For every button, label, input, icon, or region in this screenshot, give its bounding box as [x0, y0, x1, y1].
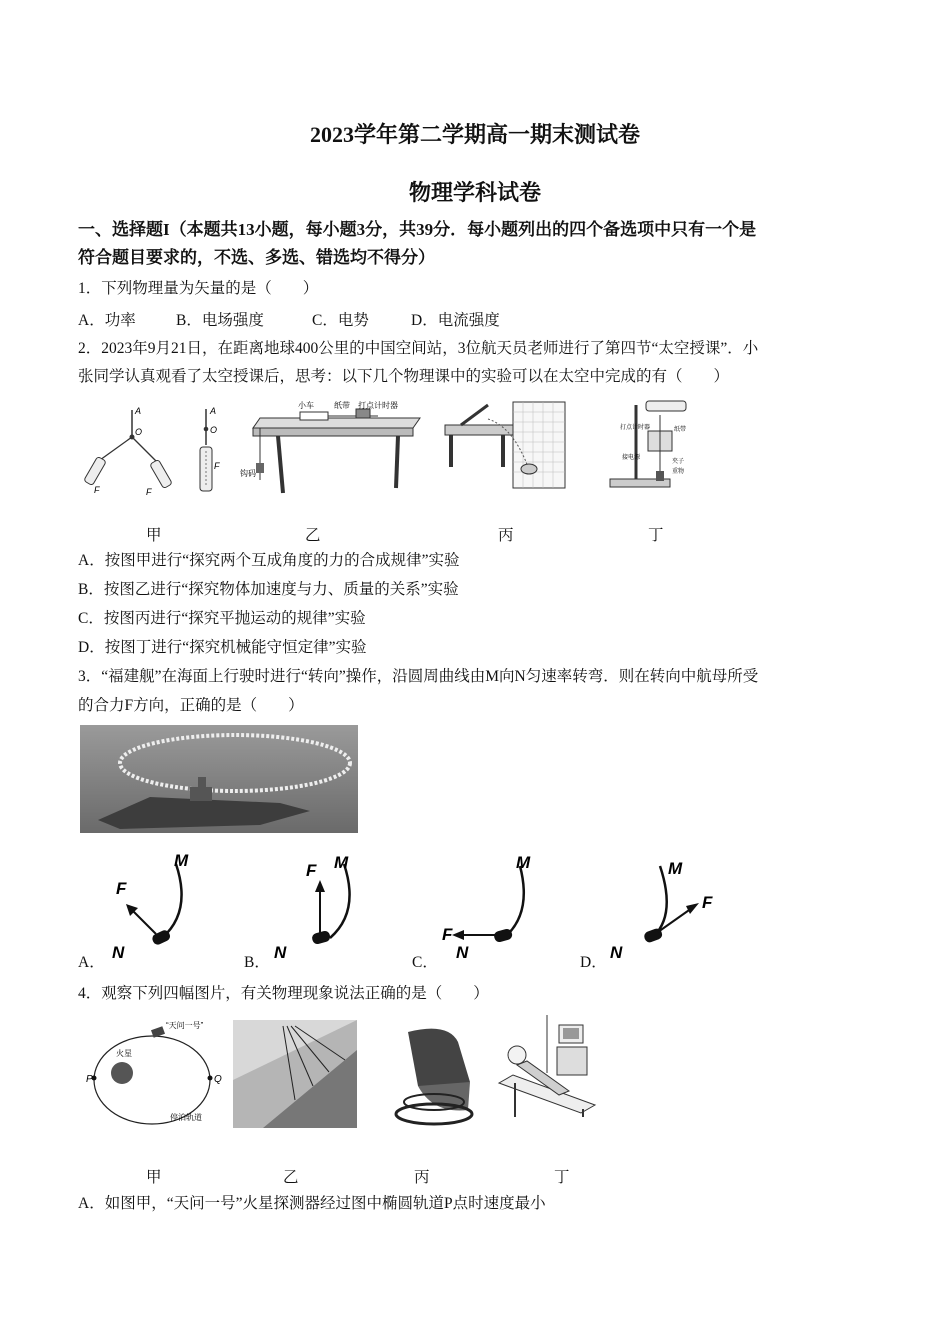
- q3-option-d-diagram: [604, 852, 724, 964]
- q4-figure-jia: [82, 1018, 232, 1130]
- section-heading-line2: 符合题目要求的，不选、多选、错选均不得分）: [78, 248, 435, 267]
- q4-caption-ding: 丁: [554, 1169, 570, 1186]
- q3-carrier-photo: [80, 725, 358, 833]
- label-m: M: [174, 851, 189, 870]
- q1-option-d: D．电流强度: [411, 312, 500, 329]
- label-f: F: [702, 893, 713, 912]
- label-n: N: [456, 943, 469, 962]
- section-heading: [78, 216, 878, 272]
- fig-label-clip: 夹子: [672, 459, 685, 465]
- q1-stem: 1．下列物理量为矢量的是（ ）: [78, 280, 319, 297]
- label-n: N: [610, 943, 623, 962]
- q3-stem-line2: 的合力F方向，正确的是（ ）: [78, 697, 304, 714]
- fig-label-power: 接电源: [622, 455, 641, 461]
- q2-figure-jia: [80, 405, 180, 500]
- q2-option-a: A．按图甲进行“探究两个互成角度的力的合成规律”实验: [78, 552, 460, 569]
- q4-caption-yi: 乙: [283, 1169, 299, 1186]
- q3-option-b-diagram: [268, 852, 368, 964]
- q2-stem-line2: 张同学认真观看了太空授课后，思考：以下几个物理课中的实验可以在太空中完成的有（ ）: [78, 368, 730, 385]
- q2-figure-bing: [443, 397, 568, 492]
- q1-option-c: C．电势: [312, 312, 369, 329]
- fig-label-hook: 钩码: [240, 469, 256, 478]
- section-heading-line1: 一、选择题I（本题共13小题，每小题3分，共39分．每小题列出的四个备选项中只有一个是: [78, 220, 757, 239]
- q2-figure-jia-b: [190, 405, 230, 500]
- label-m: M: [516, 853, 531, 872]
- q3-option-a-letter: A．: [78, 954, 105, 971]
- q3-option-b-letter: B．: [244, 954, 270, 971]
- q2-figure-yi: [238, 398, 423, 498]
- q2-stem-line1: 2．2023年9月21日，在距离地球400公里的中国空间站，3位航天员老师进行了第四节“太空授课”．小: [78, 340, 759, 357]
- label-f: F: [116, 879, 127, 898]
- q2-caption-yi: 乙: [305, 527, 321, 544]
- q2-option-d: D．按图丁进行“探究机械能守恒定律”实验: [78, 639, 367, 656]
- label-m: M: [334, 853, 349, 872]
- q3-option-c-diagram: [436, 852, 536, 964]
- q2-caption-jia: 甲: [146, 527, 162, 544]
- q3-option-a-diagram: [100, 852, 200, 964]
- label-f: F: [442, 925, 453, 944]
- fig-label-timer2: 打点计时器: [620, 425, 651, 431]
- q4-stem: 4．观察下列四幅图片，有关物理现象说法正确的是（ ）: [78, 985, 489, 1002]
- fig-label-o: O: [135, 427, 143, 437]
- exam-subtitle: 物理学科试卷: [408, 180, 541, 205]
- fig-label-tape2: 纸带: [674, 427, 687, 433]
- fig-label-f2: F: [146, 487, 152, 497]
- fig-label-o2: O: [210, 425, 218, 435]
- q1-option-a: A．功率: [78, 312, 136, 329]
- q4-caption-jia: 甲: [146, 1169, 162, 1186]
- fig-label-mars: 火星: [116, 1049, 132, 1058]
- q3-stem-line1: 3．“福建舰”在海面上行驶时进行“转向”操作，沿圆周曲线由M向N匀速率转弯．则在转向中航母所受: [78, 668, 759, 685]
- q4-figure-yi: [233, 1020, 357, 1128]
- q4-caption-bing: 丙: [414, 1169, 430, 1186]
- q4-option-a: A．如图甲，“天问一号”火星探测器经过图中椭圆轨道P点时速度最小: [78, 1195, 546, 1212]
- fig-label-a: A: [135, 406, 142, 416]
- fig-label-weight: 重物: [672, 469, 685, 475]
- fig-label-f: F: [214, 461, 220, 471]
- q2-caption-ding: 丁: [648, 527, 664, 544]
- label-n: N: [112, 943, 125, 962]
- label-n: N: [274, 943, 287, 962]
- exam-title: 2023学年第二学期高一期末测试卷: [309, 122, 640, 147]
- fig-label-q: Q: [214, 1074, 222, 1085]
- q4-figure-ding: [495, 1013, 605, 1131]
- fig-label-orbit: 停泊轨道: [170, 1113, 202, 1122]
- q1-option-b: B．电场强度: [176, 312, 264, 329]
- q2-option-b: B．按图乙进行“探究物体加速度与力、质量的关系”实验: [78, 581, 459, 598]
- fig-label-car: 小车: [298, 401, 314, 410]
- q3-option-d-letter: D．: [580, 954, 607, 971]
- q3-option-c-letter: C．: [412, 954, 438, 971]
- label-f: F: [306, 861, 317, 880]
- fig-label-p: P: [86, 1074, 93, 1085]
- q2-caption-bing: 丙: [498, 527, 514, 544]
- q2-option-c: C．按图丙进行“探究平抛运动的规律”实验: [78, 610, 366, 627]
- fig-label-f1: F: [94, 485, 100, 495]
- q4-figure-bing: [388, 1022, 480, 1130]
- q2-figure-ding: [608, 395, 698, 495]
- label-m: M: [668, 859, 683, 878]
- fig-label-timer: 打点计时器: [358, 401, 398, 410]
- fig-label-probe: “天问一号”: [166, 1021, 204, 1030]
- fig-label-a2: A: [210, 406, 217, 416]
- fig-label-tape: 纸带: [334, 401, 350, 410]
